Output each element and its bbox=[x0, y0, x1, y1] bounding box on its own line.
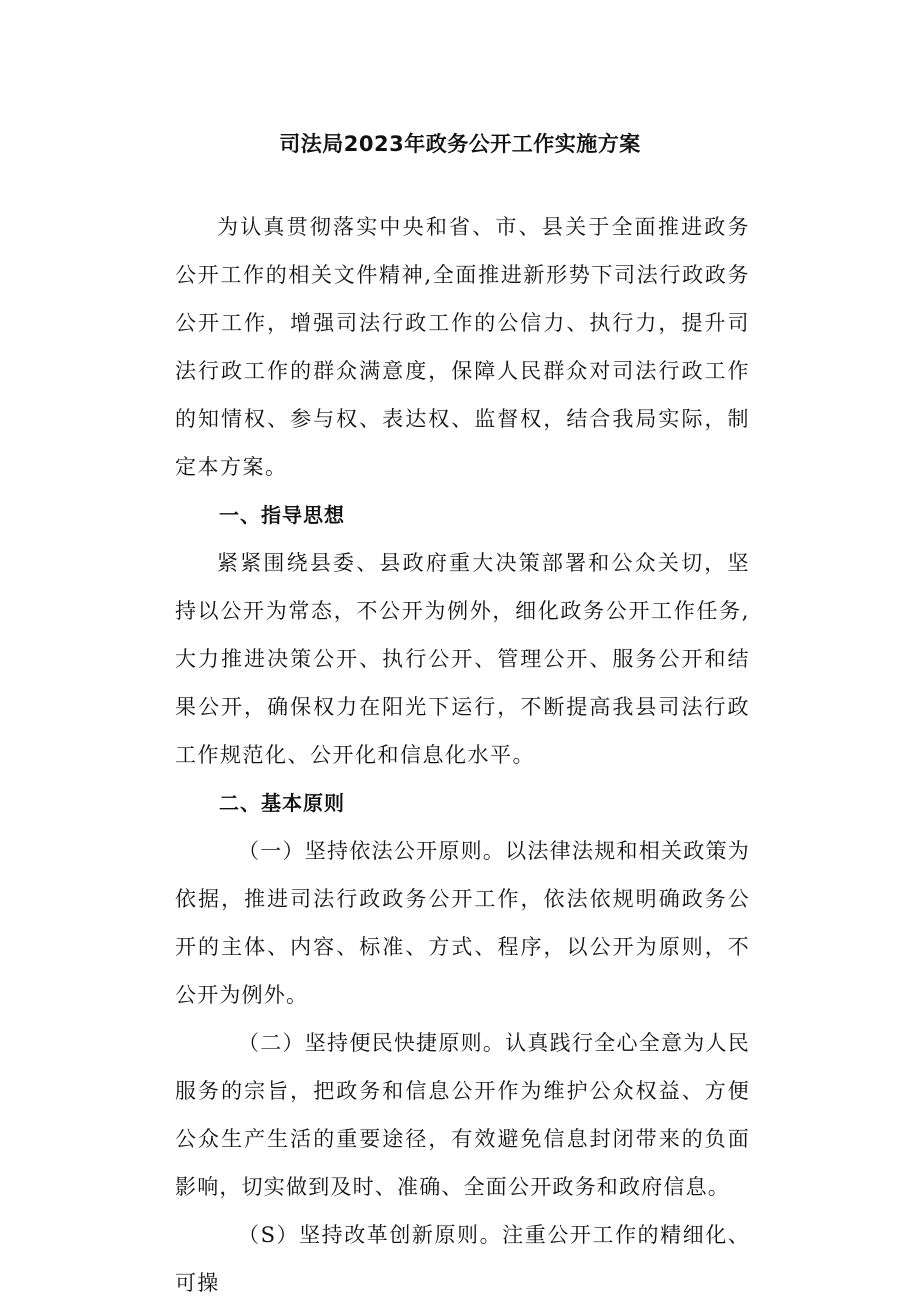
section-heading-basic-principles: 二、基本原则 bbox=[219, 791, 345, 815]
principle-item-3: （S）坚持改革创新原则。注重公开工作的精细化、可操 bbox=[175, 1223, 750, 1295]
intro-paragraph: 为认真贯彻落实中央和省、市、县关于全面推进政务公开工作的相关文件精神,全面推进新形势下司法行政政务公开工作，增强司法行政工作的公信力、执行力，提升司法行政工作的群众满意度，保障人民群众对司法行政工作的知情权、参与权、表达权、监督权，结合我局实际，制定本方案。 bbox=[175, 215, 750, 479]
document-body bbox=[175, 203, 750, 1307]
section-heading-guiding-ideology: 一、指导思想 bbox=[219, 503, 345, 527]
guiding-ideology-paragraph: 紧紧围绕县委、县政府重大决策部署和公众关切，坚持以公开为常态，不公开为例外，细化政务公开工作任务,大力推进决策公开、执行公开、管理公开、服务公开和结果公开，确保权力在阳光下运行，不断提高我县司法行政工作规范化、公开化和信息化水平。 bbox=[175, 551, 750, 767]
principle-item-1: （一）坚持依法公开原则。以法律法规和相关政策为依据，推进司法行政政务公开工作，依法依规明确政务公开的主体、内容、标准、方式、程序，以公开为原则，不公开为例外。 bbox=[175, 839, 750, 1007]
document-title: 司法局2023年政务公开工作实施方案 bbox=[279, 132, 641, 156]
principle-item-2: （二）坚持便民快捷原则。认真践行全心全意为人民服务的宗旨，把政务和信息公开作为维护公众权益、方便公众生产生活的重要途径，有效避免信息封闭带来的负面影响，切实做到及时、准确、全面公开政务和政府信息。 bbox=[175, 1031, 750, 1199]
